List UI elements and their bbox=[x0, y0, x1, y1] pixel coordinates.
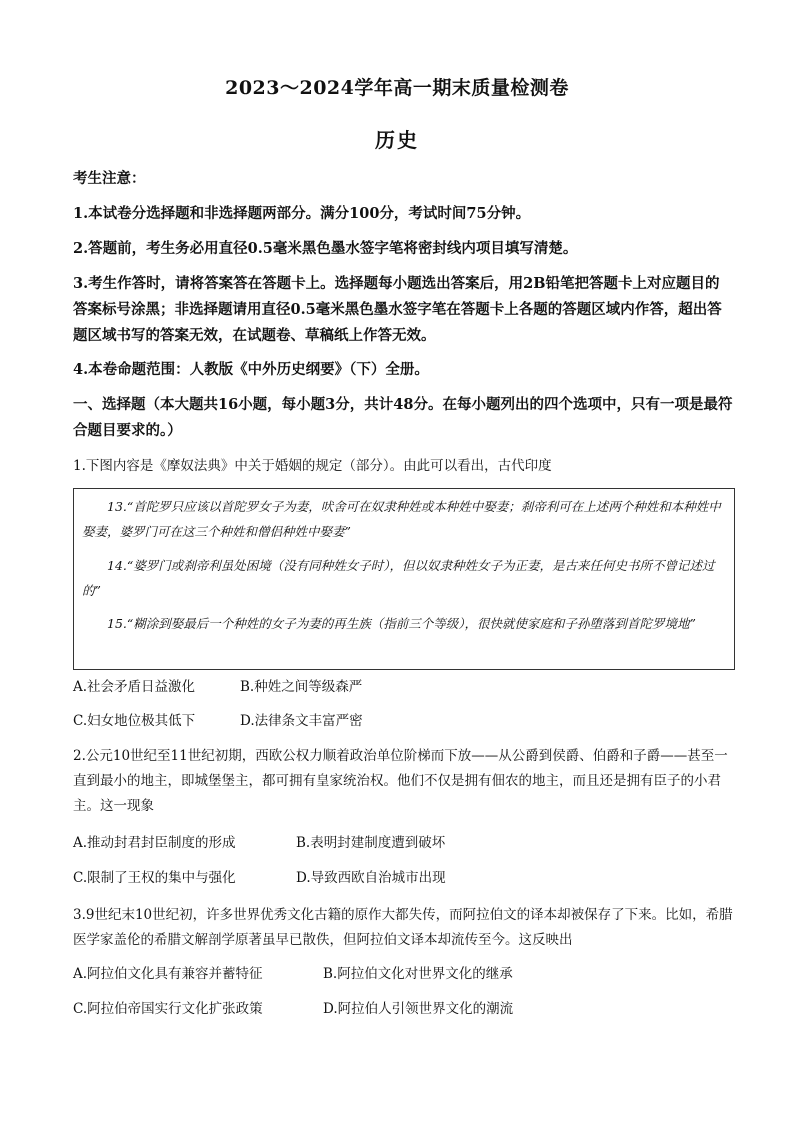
q2-option-a[interactable]: A.推动封君封臣制度的形成 bbox=[73, 835, 236, 851]
question-3-stem: 3.9世纪末10世纪初，许多世界优秀文化古籍的原作大都失传，而阿拉伯文的译本却被保存了下来。比如，希腊医学家盖伦的希腊文解剖学原著虽早已散佚，但阿拉伯文译本却流传至今。这反映出 bbox=[73, 907, 733, 948]
q2-option-d[interactable]: D.导致西欧自治城市出现 bbox=[296, 870, 446, 886]
notice-item-1: 1.本试卷分选择题和非选择题两部分。满分100分，考试时间75分钟。 bbox=[73, 205, 531, 222]
exam-title: 2023～2024学年高一期末质量检测卷 bbox=[225, 77, 569, 99]
question-2-stem: 2.公元10世纪至11世纪初期，西欧公权力顺着政治单位阶梯而下放——从公爵到侯爵、伯爵和子爵——甚至一直到最小的地主，即城堡堡主，都可拥有皇家统治权。他们不仅是拥有佃农的地主，而且还是拥有臣子的小君主。这一现象 bbox=[73, 748, 728, 814]
section-heading: 一、选择题（本大题共16小题，每小题3分，共计48分。在每小题列出的四个选项中，只有一项是最符合题目要求的。） bbox=[73, 396, 733, 439]
question-1-stem: 1.下图内容是《摩奴法典》中关于婚姻的规定（部分）。由此可以看出，古代印度 bbox=[73, 458, 552, 474]
q1-option-b[interactable]: B.种姓之间等级森严 bbox=[240, 679, 363, 695]
q1-option-c[interactable]: C.妇女地位极其低下 bbox=[73, 713, 196, 729]
q3-option-b[interactable]: B.阿拉伯文化对世界文化的继承 bbox=[323, 966, 513, 982]
q2-option-c[interactable]: C.限制了王权的集中与强化 bbox=[73, 870, 236, 886]
question-1-excerpt-box bbox=[73, 488, 735, 670]
excerpt-article-15: 15.“糊涂到娶最后一个种姓的女子为妻的再生族（指前三个等级），很快就使家庭和子孙堕落到首陀罗境地” bbox=[107, 616, 696, 631]
q2-option-b[interactable]: B.表明封建制度遭到破坏 bbox=[296, 835, 446, 851]
excerpt-article-14: 14.“婆罗门或刹帝利虽处困境（没有同种姓女子时），但以奴隶种姓女子为正妻，是古来任何史书所不曾记述过的” bbox=[82, 558, 715, 598]
notice-item-4: 4.本卷命题范围：人教版《中外历史纲要》（下）全册。 bbox=[73, 361, 429, 378]
q3-option-d[interactable]: D.阿拉伯人引领世界文化的潮流 bbox=[323, 1001, 514, 1017]
q1-option-a[interactable]: A.社会矛盾日益激化 bbox=[73, 679, 196, 695]
subject-title: 历史 bbox=[375, 128, 419, 152]
notice-item-3: 3.考生作答时，请将答案答在答题卡上。选择题每小题选出答案后，用2B铅笔把答题卡上对应题目的答案标号涂黑；非选择题请用直径0.5毫米黑色墨水签字笔在答题卡上各题的答题区域内作答，超出答题区域书写的答案无效，在试题卷、草稿纸上作答无效。 bbox=[73, 275, 722, 344]
excerpt-article-13: 13.“首陀罗只应该以首陀罗女子为妻，吠舍可在奴隶种姓或本种姓中娶妻；刹帝利可在上述两个种姓和本种姓中娶妻，婆罗门可在这三个种姓和僧侣种姓中娶妻” bbox=[82, 499, 721, 539]
q3-option-c[interactable]: C.阿拉伯帝国实行文化扩张政策 bbox=[73, 1001, 263, 1017]
q1-option-d[interactable]: D.法律条文丰富严密 bbox=[240, 713, 363, 729]
q3-option-a[interactable]: A.阿拉伯文化具有兼容并蓄特征 bbox=[73, 966, 263, 982]
notice-heading: 考生注意： bbox=[73, 170, 146, 187]
notice-item-2: 2.答题前，考生务必用直径0.5毫米黑色墨水签字笔将密封线内项目填写清楚。 bbox=[73, 240, 578, 257]
